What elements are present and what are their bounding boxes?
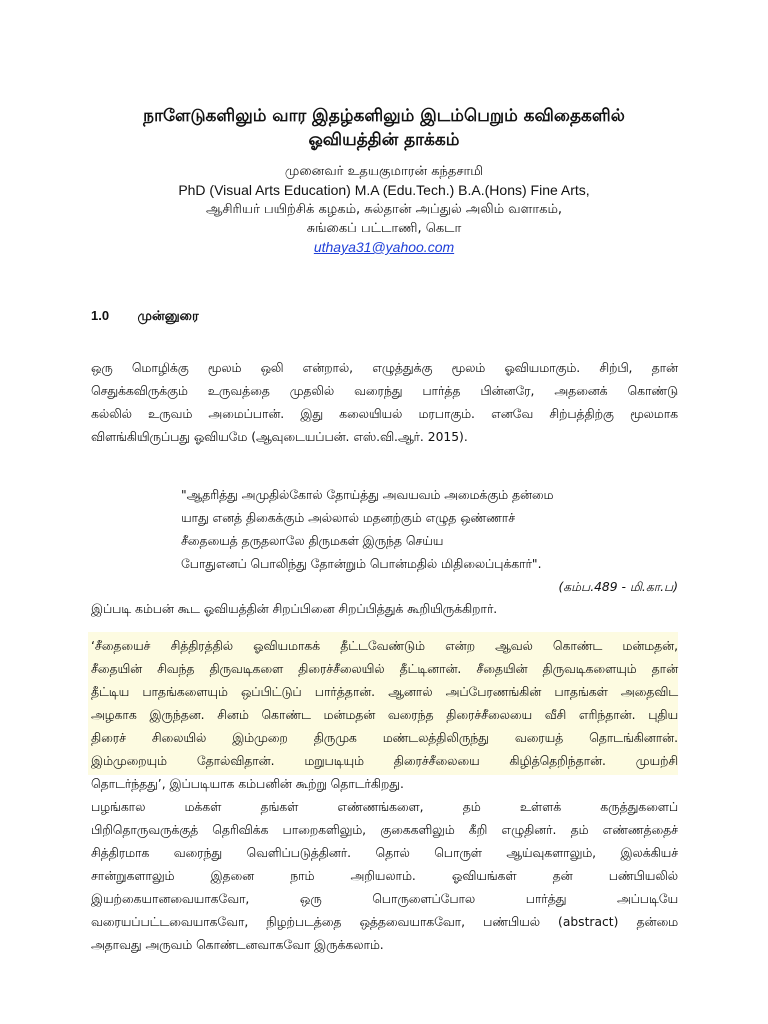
author-name: முனைவர் உதயகுமாரன் கந்தசாமி [284,164,484,179]
verse-line: போதுஎனப் பொலிந்து தோன்றும் பொன்மதில் மிதிலைப்புக்கார்". [181,557,542,571]
verse-line: "ஆதரித்து அமுதில்கோல் தோய்த்து அவயவம் அமைக்கும் தன்மை [181,488,554,502]
paragraph-line: இப்படி கம்பன் கூட ஓவியத்தின் சிறப்பினை சிறப்பித்துக் கூறியிருக்கிறார். [91,602,498,616]
author-institution: ஆசிரியர் பயிற்சிக் கழகம், சுல்தான் அப்துல் அலிம் வளாகம், [205,202,563,217]
paragraph-intro [91,357,678,449]
author-degrees: PhD (Visual Arts Education) M.A (Edu.Tech.) B.A.(Hons) Fine Arts, [178,182,590,198]
paragraph-line: சான்றுகளாலும் இதனை நாம் அறியலாம். ஓவியங்கள் தன் பண்பியலில் [91,869,678,883]
paragraph-line: ‘சீதையைச் சித்திரத்தில் ஓவியமாகக் தீட்டவேண்டும் என்ற ஆவல் கொண்ட மன்மதன், [91,639,678,653]
verse-quote [181,484,678,599]
section-number: 1.0 [91,308,110,323]
paragraph-ancient-art [91,796,678,957]
paragraph-line: பழங்கால மக்கள் தங்கள் எண்ணங்களை, தம் உள்ளக் கருத்துகளைப் [91,800,678,814]
paragraph-line: வரையப்பட்டவையாகவோ, நிழற்படத்தை ஒத்தவையாகவோ, பண்பியல் (abstract) தன்மை [91,915,678,929]
document-title [60,104,708,152]
paragraph-line: ஒரு மொழிக்கு மூலம் ஒலி என்றால், எழுத்துக்கு மூலம் ஓவியமாகும். சிற்பி, தான் [91,361,678,375]
paragraph-story [91,635,678,796]
section-title: முன்னுரை [137,309,199,324]
paragraph-line: சீதையின் சிவந்த திருவடிகளை திரைச்சீலையில் தீட்டினான். சீதையின் திருவடிகளையும் தான் [91,662,678,676]
paragraph-line: தீட்டிய பாதங்களையும் ஒப்பிட்டுப் பார்த்தான். ஆனால் அப்பேரணங்கின் பாதங்கள் அதைவிட [91,685,678,699]
paragraph-line: அதாவது அருவம் கொண்டனவாகவோ இருக்கலாம். [91,938,384,952]
paragraph-kamban-note [91,598,678,621]
paragraph-line: தொடர்ந்தது’, இப்படியாக கம்பனின் கூற்று தொடர்கிறது. [91,777,404,791]
title-line-2: ஓவியத்தின் தாக்கம் [308,130,460,150]
verse-line: சீதையைத் தருதலாலே திருமகள் இருந்த செய்ய [181,534,444,548]
paragraph-line: செதுக்கவிருக்கும் உருவத்தை முதலில் வரைந்து பார்த்த பின்னரே, அதனைக் கொண்டு [91,384,678,398]
paragraph-line: இம்முறையும் தோல்விதான். மறுபடியும் திரைச்சீலையை கிழித்தெறிந்தான். முயற்சி [91,754,678,768]
author-email-link[interactable]: uthaya31@yahoo.com [313,239,455,255]
verse-source: (கம்ப.489 - மி.கா.ப) [558,580,678,594]
paragraph-line: பிறிதொருவருக்குத் தெரிவிக்க பாறைகளிலும், குகைகளிலும் கீறி எழுதினர். தம் எண்ணத்தைச் [91,823,678,837]
paragraph-line: விளங்கியிருப்பது ஓவியமே (ஆவுடையப்பன். எஸ்.வி.ஆர். 2015). [91,430,468,444]
paragraph-line: இயற்கையானவையாகவோ, ஒரு பொருளைப்போல பார்த்து அப்படியே [91,892,678,906]
paragraph-line: கல்லில் உருவம் அமைப்பான். இது கலையியல் மரபாகும். எனவே சிற்பத்திற்கு மூலமாக [91,407,678,421]
section-heading [91,308,199,325]
paragraph-line: அழகாக இருந்தன. சினம் கொண்ட மன்மதன் வரைந்த திரைச்சீலையை வீசி எரிந்தான். புதிய [91,708,678,722]
author-block [60,162,708,258]
paragraph-line: திரைச் சிலையில் இம்முறை திருமுக மண்டலத்திலிருந்து வரையத் தொடங்கினான். [91,731,678,745]
paragraph-line: சித்திரமாக வரைந்து வெளிப்படுத்தினர். தொல் பொருள் ஆய்வுகளாலும், இலக்கியச் [91,846,678,860]
author-place: சுங்கைப் பட்டாணி, கெடா [306,221,462,236]
verse-line: யாது எனத் திகைக்கும் அல்லால் மதனற்கும் எழுத ஒண்ணாச் [181,511,516,525]
title-line-1: நாளேடுகளிலும் வார இதழ்களிலும் இடம்பெறும் கவிதைகளில் [143,106,625,126]
